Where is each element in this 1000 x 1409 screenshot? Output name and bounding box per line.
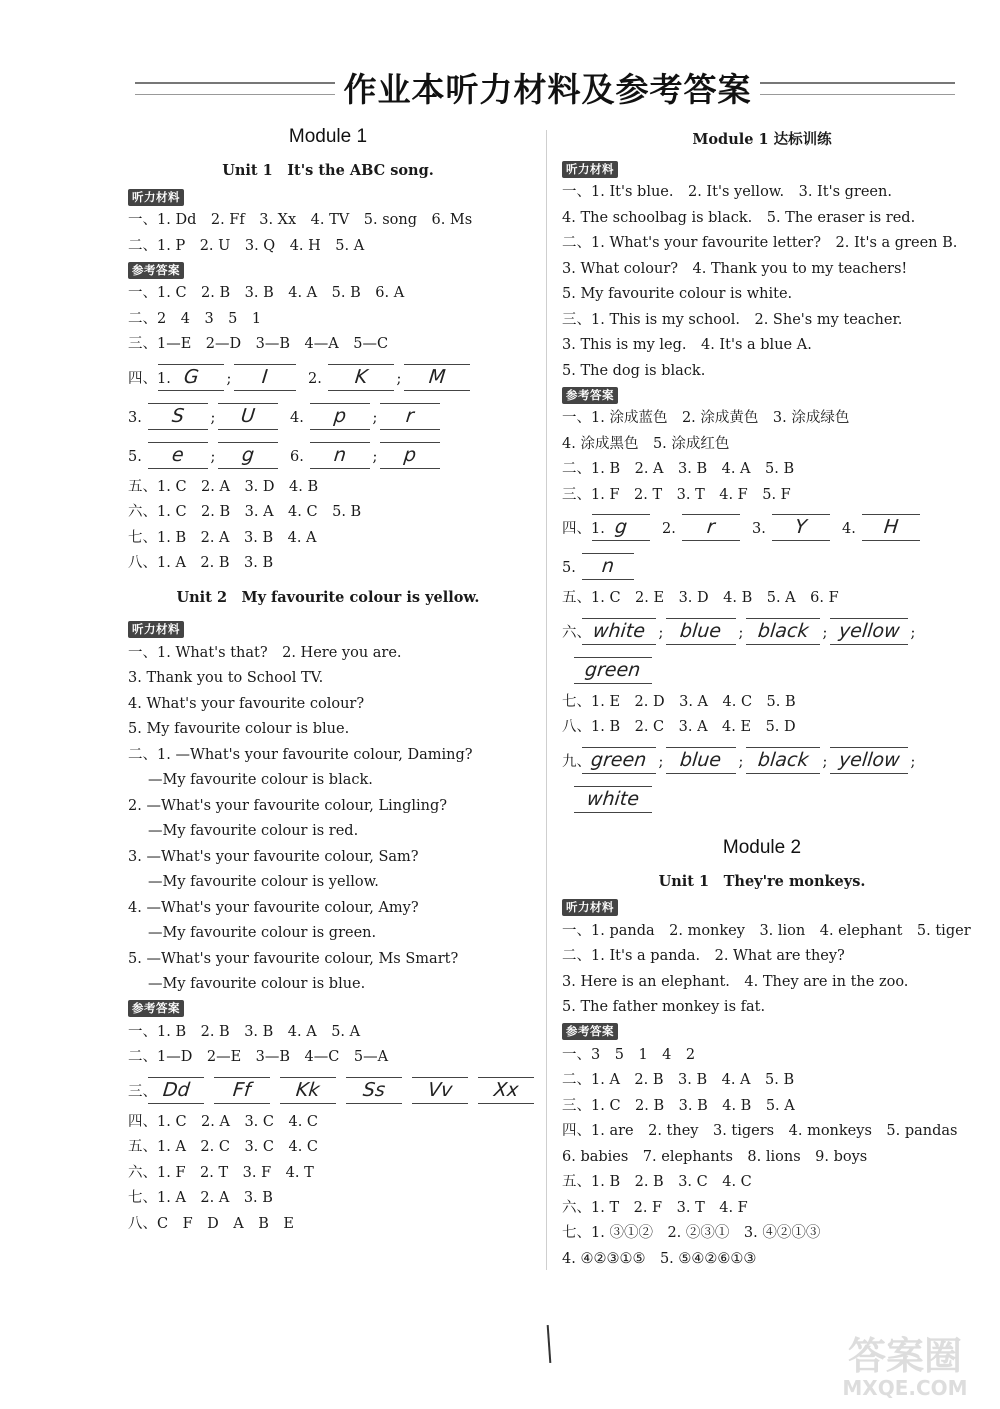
page-title: 作业本听力材料及参考答案 xyxy=(343,70,752,109)
handwritten-answer: g xyxy=(594,508,648,549)
handwriting-row xyxy=(562,780,962,819)
answer-line: —My favourite colour is blue. xyxy=(148,976,366,992)
answer-line: 3. What colour? 4. Thank you to my teachers! xyxy=(562,260,908,277)
answer-line: 一、1. panda 2. monkey 3. lion 4. elephant 5. tiger xyxy=(562,922,971,939)
listening-badge: 听力材料 xyxy=(562,899,618,916)
listening-badge: 听力材料 xyxy=(562,161,618,178)
answer-line: 二、1. What's your favourite letter? 2. It's a green B. xyxy=(562,235,958,251)
handwritten-answer: g xyxy=(220,436,276,477)
module-2-title: Module 2 xyxy=(722,836,802,858)
module-1-title: Module 1 xyxy=(288,126,368,147)
answer-line: 七、1. E 2. D 3. A 4. C 5. B xyxy=(562,693,796,710)
handwritten-answer: Kk xyxy=(282,1071,334,1112)
answer-line: 4. The schoolbag is black. 5. The eraser is red. xyxy=(562,209,916,226)
handwritten-answer: U xyxy=(220,397,276,438)
handwritten-answer: yellow xyxy=(832,612,906,653)
handwritten-answer: blue xyxy=(668,612,734,653)
answers-badge: 参考答案 xyxy=(562,387,618,404)
handwritten-answer: green xyxy=(576,651,650,692)
handwritten-answer: p xyxy=(382,436,438,477)
answer-line: —My favourite colour is yellow. xyxy=(148,874,379,890)
answer-line: 七、1. B 2. A 3. B 4. A xyxy=(128,529,317,546)
answer-line: 4. 涂成黑色 5. 涂成红色 xyxy=(562,435,730,452)
handwritten-answer: black xyxy=(748,612,818,653)
answers-badge: 参考答案 xyxy=(562,1023,618,1040)
answer-line: 6. babies 7. elephants 8. lions 9. boys xyxy=(562,1148,868,1165)
answer-line: 五、1. A 2. C 3. C 4. C xyxy=(128,1139,319,1155)
answer-line: 3. This is my leg. 4. It's a blue A. xyxy=(562,337,812,353)
right-column xyxy=(562,118,971,1272)
answer-line: 四、1. are 2. they 3. tigers 4. monkeys 5. pandas xyxy=(562,1123,958,1139)
left-column xyxy=(128,118,528,1237)
page-mark xyxy=(547,1325,552,1363)
handwritten-answer: Vv xyxy=(414,1071,466,1112)
handwriting-row: 3. S ; U 4. p ; r xyxy=(128,397,528,436)
handwritten-answer: Y xyxy=(774,508,828,549)
handwritten-answer: white xyxy=(576,780,650,821)
handwritten-answer: I xyxy=(236,358,294,399)
page-header xyxy=(0,62,1000,112)
handwriting-row: 四、1. g 2. r 3. Y 4. H xyxy=(562,508,962,547)
handwritten-answer: K xyxy=(330,358,392,399)
handwritten-answer: blue xyxy=(668,741,734,782)
answer-line: 5. My favourite colour is blue. xyxy=(128,721,350,737)
answer-line: 二、1—D 2—E 3—B 4—C 5—A xyxy=(128,1049,389,1065)
handwritten-answer: n xyxy=(584,547,632,588)
handwritten-answer: G xyxy=(160,358,222,399)
handwritten-answer: black xyxy=(748,741,818,782)
answer-line: —My favourite colour is green. xyxy=(148,925,377,941)
answer-line: 一、1. B 2. B 3. B 4. A 5. A xyxy=(128,1023,361,1040)
handwritten-answer: green xyxy=(584,741,654,782)
answer-line: 八、C F D A B E xyxy=(128,1215,294,1232)
unit-2-title: Unit 2 My favourite colour is yellow. xyxy=(176,588,480,606)
title-rule-right xyxy=(760,82,955,95)
answer-line: 4. What's your favourite colour? xyxy=(128,695,365,712)
answer-line: 5. My favourite colour is white. xyxy=(562,286,793,302)
handwritten-answer: Ss xyxy=(348,1071,400,1112)
answer-line: 3. Thank you to School TV. xyxy=(128,670,324,686)
answer-line: 4. ④②③①⑤ 5. ⑤④②⑥①③ xyxy=(562,1250,757,1267)
answers-badge: 参考答案 xyxy=(128,262,184,279)
column-divider xyxy=(546,130,547,1270)
answer-line: 六、1. F 2. T 3. F 4. T xyxy=(128,1164,314,1181)
title-rule-left xyxy=(135,82,335,95)
answer-line: 一、1. C 2. B 3. B 4. A 5. B 6. A xyxy=(128,285,405,301)
answer-line: 六、1. T 2. F 3. T 4. F xyxy=(562,1199,748,1216)
answer-line: 三、1. This is my school. 2. She's my teacher. xyxy=(562,311,903,328)
watermark-logo: 答案圈 MXQE.COM xyxy=(842,1334,968,1400)
answer-line: 三、1. C 2. B 3. B 4. B 5. A xyxy=(562,1097,795,1114)
answer-line: 2. —What's your favourite colour, Lingling? xyxy=(128,797,448,814)
handwritten-answer: r xyxy=(684,508,738,549)
answer-line: 一、3 5 1 4 2 xyxy=(562,1046,696,1063)
answer-line: 四、1. C 2. A 3. C 4. C xyxy=(128,1113,319,1130)
answer-line: 5. —What's your favourite colour, Ms Smart? xyxy=(128,950,459,967)
handwritten-answer: Xx xyxy=(480,1071,532,1112)
handwritten-answer: n xyxy=(312,436,368,477)
answer-line: 六、1. C 2. B 3. A 4. C 5. B xyxy=(128,504,362,520)
handwritten-answer: Dd xyxy=(150,1071,202,1112)
answer-line: 二、1. —What's your favourite colour, Daming? xyxy=(128,746,473,763)
answer-line: 七、1. ③①② 2. ②③① 3. ④②①③ xyxy=(562,1225,821,1241)
handwriting-row xyxy=(562,651,962,690)
answer-line: 二、1. B 2. A 3. B 4. A 5. B xyxy=(562,461,795,477)
handwritten-answer: Ff xyxy=(216,1071,268,1112)
handwritten-answer: white xyxy=(584,612,654,653)
module-1-review-title: Module 1 达标训练 xyxy=(692,131,832,148)
handwriting-row: 九、green ; blue ; black ; yellow ; xyxy=(562,741,962,780)
handwriting-row: 三、 Dd Ff Kk Ss Vv Xx xyxy=(128,1071,528,1110)
answer-line: 一、1. 涂成蓝色 2. 涂成黄色 3. 涂成绿色 xyxy=(562,410,850,426)
handwritten-answer: r xyxy=(382,397,438,438)
answer-line: 二、1. It's a panda. 2. What are they? xyxy=(562,948,845,964)
answer-line: —My favourite colour is red. xyxy=(148,823,359,839)
handwritten-answer: e xyxy=(150,436,206,477)
answer-line: 5. The father monkey is fat. xyxy=(562,999,766,1015)
answer-line: 五、1. B 2. B 3. C 4. C xyxy=(562,1174,752,1190)
answer-line: 三、1—E 2—D 3—B 4—A 5—C xyxy=(128,336,389,352)
answer-line: 八、1. B 2. C 3. A 4. E 5. D xyxy=(562,719,796,735)
answer-line: 二、2 4 3 5 1 xyxy=(128,310,262,327)
answer-line: 一、1. What's that? 2. Here you are. xyxy=(128,644,402,661)
answer-line: 三、1. F 2. T 3. T 4. F 5. F xyxy=(562,486,791,503)
listening-badge: 听力材料 xyxy=(128,621,184,638)
answer-line: 二、1. P 2. U 3. Q 4. H 5. A xyxy=(128,237,365,254)
answer-line: 八、1. A 2. B 3. B xyxy=(128,555,274,571)
answer-line: 七、1. A 2. A 3. B xyxy=(128,1190,273,1206)
handwritten-answer: H xyxy=(864,508,918,549)
answer-line: 一、1. It's blue. 2. It's yellow. 3. It's green. xyxy=(562,184,892,200)
handwritten-answer: p xyxy=(312,397,368,438)
unit-1-title: Unit 1 It's the ABC song. xyxy=(222,162,434,179)
handwriting-row: 5. e ; g 6. n ; p xyxy=(128,436,528,475)
answer-line: 3. Here is an elephant. 4. They are in the zoo. xyxy=(562,973,909,990)
answer-line: 一、1. Dd 2. Ff 3. Xx 4. TV 5. song 6. Ms xyxy=(128,212,473,228)
answer-line: 5. The dog is black. xyxy=(562,362,706,379)
answers-badge: 参考答案 xyxy=(128,1000,184,1017)
module-2-unit-1-title: Unit 1 They're monkeys. xyxy=(658,872,866,890)
answer-line: 五、1. C 2. A 3. D 4. B xyxy=(128,478,319,495)
handwriting-row: 5. n xyxy=(562,547,962,586)
answer-line: 五、1. C 2. E 3. D 4. B 5. A 6. F xyxy=(562,590,839,606)
answer-line: 3. —What's your favourite colour, Sam? xyxy=(128,848,419,865)
answer-line: —My favourite colour is black. xyxy=(148,772,373,788)
handwritten-answer: yellow xyxy=(832,741,906,782)
handwriting-row: 六、white ; blue ; black ; yellow ; xyxy=(562,612,962,651)
answer-line: 4. —What's your favourite colour, Amy? xyxy=(128,899,419,916)
handwriting-row: 四、1. G ; I 2. K ; M xyxy=(128,358,528,397)
answer-line: 二、1. A 2. B 3. B 4. A 5. B xyxy=(562,1072,795,1088)
handwritten-answer: S xyxy=(150,397,206,438)
handwritten-answer: M xyxy=(406,358,468,399)
listening-badge: 听力材料 xyxy=(128,189,184,206)
